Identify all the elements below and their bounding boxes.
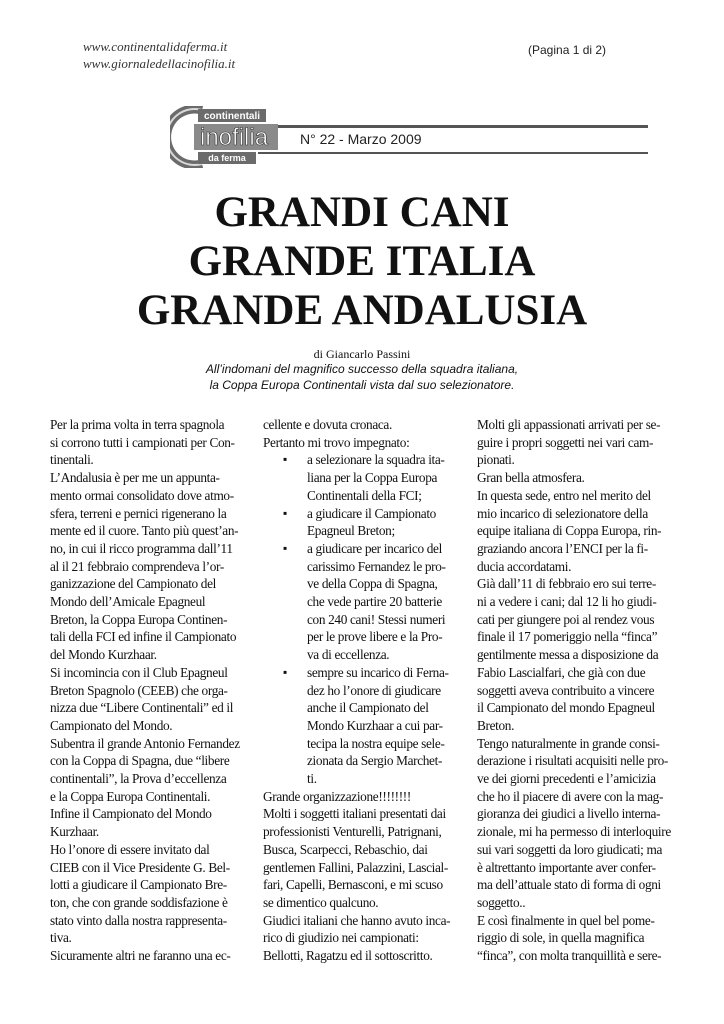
text-line: fari, Capelli, Bernasconi, e mi scuso [263,877,443,893]
header-urls [83,38,235,72]
text-line: mento ormai consolidato dove atmo- [50,487,234,503]
text-line: Breton Spagnolo (CEEB) che orga- [50,682,228,698]
text-line: gentlemen Fallini, Palazzini, Lascial- [263,859,448,875]
text-column-3 [477,416,677,965]
text-line: ganizzazione del Campionato del [50,576,217,592]
website-url-1[interactable]: www.continentalidaferma.it [83,39,228,54]
text-line: è altrettanto importante aver confer- [477,859,656,875]
text-line: Infine il Campionato del Mondo [50,806,212,822]
text-line: zionata da Sergio Marchet- [307,753,443,769]
text-line: Fabio Lascialfari, che già con due [477,664,646,680]
text-line: equipe italiana di Coppa Europa, rin- [477,523,662,539]
title-line: GRANDE ITALIA [188,238,536,285]
article-title [0,188,724,335]
text-line: ma dell’attuale stato di forma di ogni [477,877,661,893]
text-line: anche il Campionato del [307,700,429,716]
text-line: Bellotti, Ragatzu ed il sottoscritto. [263,948,433,964]
text-line: Molti gli appassionati arrivati per se- [477,417,661,432]
text-line: ve dei giorni precedenti e l’amicizia [477,771,656,787]
text-line: del Mondo Kurzhaar. [50,647,157,663]
text-line: Si incomincia con il Club Epagneul [50,664,228,680]
text-line: guire i propri soggetti nei vari cam- [477,434,654,450]
text-line: Continentali della FCI; [307,487,422,503]
article-subtitle [0,361,724,393]
text-line: con 240 cani! Stessi numeri [307,611,446,627]
header-rule-top [258,125,648,128]
title-line: GRANDE ANDALUSIA [136,287,588,334]
text-line: tecipa la nostra equipe sele- [307,735,445,751]
title-line: GRANDI CANI [214,189,510,236]
text-line: professionisti Venturelli, Patrignani, [263,824,442,840]
text-line: ▪ a giudicare il Campionato [263,505,463,523]
website-url-2[interactable]: www.giornaledellacinofilia.it [83,56,236,71]
text-line: ti. [307,771,317,787]
text-line: Breton. [477,717,515,733]
subtitle-line: All’indomani del magnifico successo della squadra italiana, [205,362,519,376]
text-line: rico di giudizio nei campionati: [263,930,419,946]
text-line: continentali”, la Prova d’eccellenza [50,771,227,787]
text-line: il Campionato del mondo Epagneul [477,700,655,716]
text-line: Sicuramente altri ne faranno una ec- [50,948,231,964]
text-line: ducia accordatami. [477,558,572,574]
text-line: ▪ a selezionare la squadra ita- [263,451,463,469]
text-line: liana per la Coppa Europa [307,470,438,486]
text-line: “finca”, con molta tranquillità e sere- [477,948,662,964]
text-line: Ho l’onore di essere invitato dal [50,841,210,857]
subtitle-line: la Coppa Europa Continentali vista dal suo selezionatore. [209,378,515,392]
text-line: tinentali. [50,452,94,468]
text-line: Gran bella atmosfera. [477,470,585,486]
text-line: che vede partire 20 batterie [307,594,442,610]
text-line: nizza due “Libere Continentali” ed il [50,700,234,716]
text-line: mente ed il cuore. Tanto più quest’an- [50,523,239,539]
text-line: dez ho l’onore di giudicare [307,682,441,698]
text-line: Kurzhaar. [50,824,99,840]
text-line: gentilmente messa a disposizione da [477,647,659,663]
text-line: gioranza dei giudici a livello interna- [477,806,661,822]
text-line: L’Andalusia è per me un appunta- [50,470,220,486]
cinofilia-logo [170,106,290,168]
text-line: CIEB con il Vice Presidente G. Bel- [50,859,230,875]
text-line: che ho il piacere di avere con la mag- [477,788,664,804]
text-line: Busca, Scarpecci, Rebaschio, dai [263,841,428,857]
text-line: tali della FCI ed infine il Campionato [50,629,237,645]
text-line: sui vari soggetti da loro giudicati; ma [477,841,663,857]
text-line: Per la prima volta in terra spagnola [50,417,225,432]
text-line: Subentra il grande Antonio Fernandez [50,735,240,751]
text-line: derazione i risultati acquisiti nelle pro- [477,753,668,769]
text-line: Epagneul Breton; [307,523,395,539]
text-line: ▪ sempre su incarico di Ferna- [263,664,463,682]
text-line: Mondo Kurzhaar a cui par- [307,717,443,733]
text-line: se dimentico qualcuno. [263,894,379,910]
text-line: graziando ancora l’ENCI per la fi- [477,540,648,556]
text-line: sfera, terreni e pernici rigenerano la [50,505,227,521]
text-line: con la Coppa di Spagna, due “libere [50,753,230,769]
text-line: ▪ a giudicare per incarico del [263,540,463,558]
text-line: tiva. [50,930,72,946]
logo-text-top: continentali [203,111,261,122]
text-line: Campionato del Mondo. [50,717,173,733]
text-line: va di eccellenza. [307,647,390,663]
text-line: al il 21 febbraio comprendeva l’or- [50,558,224,574]
text-column-2 [263,416,463,965]
text-line: Molti i soggetti italiani presentati dai [263,806,446,822]
text-line: soggetto.. [477,894,526,910]
text-line: carissimo Fernandez le pro- [307,558,446,574]
text-line: Giudici italiani che hanno avuto inca- [263,912,451,928]
text-line: E così finalmente in quel bel pome- [477,912,655,928]
text-line: no, in cui il ricco programma dall’11 [50,540,233,556]
text-line: Già dall’11 di febbraio ero sui terre- [477,576,656,592]
text-line: cellente e dovuta cronaca. [263,417,392,432]
text-line: stato vinto dalla nostra rappresenta- [50,912,227,928]
text-line: Tengo naturalmente in grande consi- [477,735,660,751]
text-line: ton, che con grande soddisfazione è [50,894,228,910]
text-line: mio incarico di selezionatore della [477,505,648,521]
text-line: e la Coppa Europa Continentali. [50,788,211,804]
text-line: Breton, la Coppa Europa Continen- [50,611,228,627]
text-line: finale il 17 pomeriggio nella “finca” [477,629,658,645]
text-column-1 [50,416,248,965]
text-line: cati per giungere poi al rendez vous [477,611,655,627]
text-line: riggio di sole, in quella magnifica [477,930,645,946]
text-line: pionati. [477,452,515,468]
logo-text-bottom: da ferma [208,153,246,163]
text-line: per le prove libere e la Pro- [307,629,443,645]
text-line: Mondo dell’Amicale Epagneul [50,594,206,610]
text-line: ve della Coppa di Spagna, [307,576,438,592]
text-line: si corrono tutti i campionati per Con- [50,434,235,450]
text-line: Pertanto mi trovo impegnato: [263,434,410,450]
header-rule-bottom [258,152,648,154]
text-line: lotti a giudicare il Campionato Bre- [50,877,227,893]
text-line: soggetti aveva contribuito a vincere [477,682,655,698]
logo-text-main: inofilia [200,124,269,151]
text-line: ni a vedere i cani; dal 12 li ho giudi- [477,594,657,610]
text-line: In questa sede, entro nel merito del [477,487,651,503]
issue-label: N° 22 - Marzo 2009 [300,131,422,147]
page-indicator: (Pagina 1 di 2) [528,43,607,57]
author-byline: di Giancarlo Passini [313,347,411,361]
text-line: Grande organizzazione!!!!!!!! [263,788,411,804]
text-line: zionale, mi ha permesso di interloquire [477,824,671,840]
